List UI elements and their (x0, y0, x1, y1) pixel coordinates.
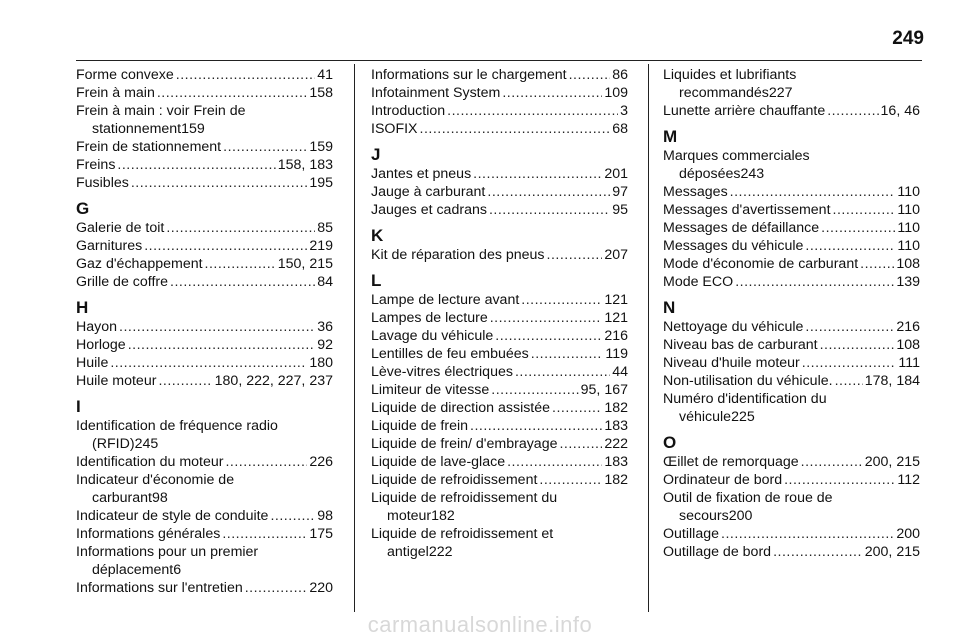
leader-dots (487, 183, 610, 201)
page-ref: 97 (612, 184, 628, 200)
index-term: Outillage (663, 526, 719, 542)
leader-dots (222, 525, 307, 543)
index-term: Frein à main : voir Frein de (76, 103, 246, 119)
index-entry (663, 201, 920, 219)
index-term: Œillet de remorquage (663, 454, 799, 470)
index-entry (371, 84, 628, 102)
leader-dots (470, 417, 602, 435)
index-term-cont: carburant (92, 490, 152, 506)
index-entry (663, 489, 920, 525)
index-entry (76, 102, 333, 138)
leader-dots (569, 66, 611, 84)
page-ref: 121 (604, 292, 628, 308)
index-entry (371, 381, 628, 399)
page-ref: 220 (309, 580, 333, 596)
index-term: ISOFIX (371, 121, 418, 137)
section-letter: G (76, 199, 90, 218)
column-divider (354, 64, 355, 612)
index-term: Jauges et cadrans (371, 202, 487, 218)
index-term: Identification de fréquence radio (76, 418, 278, 434)
index-entry (371, 327, 628, 345)
index-entry (663, 183, 920, 201)
leader-dots (502, 84, 602, 102)
section-letter: J (371, 145, 381, 164)
leader-dots (539, 471, 602, 489)
index-entry (76, 579, 333, 597)
index-entry (371, 363, 628, 381)
index-entry (76, 255, 333, 273)
index-term: Hayon (76, 319, 118, 335)
index-entry (76, 507, 333, 525)
index-entry (76, 219, 333, 237)
index-entry (371, 309, 628, 327)
leader-dots (531, 345, 604, 363)
page-ref: 36 (317, 319, 333, 335)
index-term-continuation (371, 543, 628, 561)
index-entry (371, 291, 628, 309)
index-term: Ordinateur de bord (663, 472, 783, 488)
page-ref: 175 (309, 526, 333, 542)
page-ref: 219 (309, 238, 333, 254)
page-ref: 84 (317, 274, 333, 290)
index-term: Fusibles (76, 175, 129, 191)
index-term: Indicateur d'économie de (76, 472, 235, 488)
section-letter: K (371, 226, 384, 245)
index-term: Outillage de bord (663, 544, 772, 560)
page-ref: 110 (897, 202, 920, 218)
index-entry (76, 273, 333, 291)
index-entry (76, 471, 333, 507)
leader-dots (245, 579, 308, 597)
index-entry (371, 165, 628, 183)
leader-dots (507, 453, 602, 471)
leader-dots (131, 174, 307, 192)
leader-dots (835, 372, 863, 390)
section-letter: I (76, 397, 81, 416)
index-term: Frein de stationnement (76, 139, 222, 155)
index-term: Niveau d'huile moteur (663, 355, 800, 371)
index-term: Liquide de refroidissement (371, 472, 538, 488)
index-term: Messages de défaillance (663, 220, 820, 236)
index-term: Non-utilisation du véhicule. (663, 373, 833, 389)
index-term: Liquide de frein (371, 418, 469, 434)
page-ref: 200, 215 (864, 454, 920, 470)
leader-dots (170, 273, 315, 291)
page-ref: 119 (605, 346, 628, 362)
leader-dots (205, 255, 276, 273)
index-term: Jantes et pneus (371, 166, 472, 182)
page-ref: 227 (768, 85, 793, 101)
page-ref: 180, 222, 227, 237 (214, 373, 333, 389)
index-term: Jauge à carburant (371, 184, 486, 200)
page-ref: 201 (604, 166, 628, 182)
page-ref: 68 (612, 121, 628, 137)
leader-dots (119, 318, 315, 336)
leader-dots (559, 435, 602, 453)
index-entry (663, 354, 920, 372)
page-ref: 200, 215 (864, 544, 920, 560)
leader-dots (225, 453, 307, 471)
index-term: Grille de coffre (76, 274, 168, 290)
leader-dots (447, 102, 618, 120)
page-ref: 159 (181, 121, 205, 137)
section-letter: M (663, 127, 678, 146)
index-term: Limiteur de vitesse (371, 382, 490, 398)
leader-dots (223, 138, 307, 156)
page-ref: 110 (897, 238, 920, 254)
page-ref: 110 (897, 220, 920, 236)
leader-dots (860, 255, 894, 273)
leader-dots (821, 219, 895, 237)
leader-dots (801, 453, 863, 471)
leader-dots (805, 318, 894, 336)
section-letter: L (371, 271, 382, 290)
page-ref: 86 (612, 67, 628, 83)
page-ref: 150, 215 (277, 256, 333, 272)
index-term: Lavage du véhicule (371, 328, 494, 344)
index-term: Marques commerciales (663, 148, 810, 164)
index-entry (76, 336, 333, 354)
leader-dots (773, 543, 863, 561)
index-entry (76, 372, 333, 390)
index-term: Liquide de refroidissement du (371, 490, 558, 506)
index-entry (663, 372, 920, 390)
watermark: carmanualsonline.info (367, 612, 593, 637)
index-term: Horloge (76, 337, 126, 353)
index-entry (76, 417, 333, 453)
page-ref: 110 (897, 184, 920, 200)
index-entry (663, 237, 920, 255)
section-letter: H (76, 298, 89, 317)
index-entry (371, 120, 628, 138)
index-term: Outil de fixation de roue de (663, 490, 833, 506)
leader-dots (515, 363, 610, 381)
index-term: Informations sur le chargement (371, 67, 567, 83)
page-ref: 180 (309, 355, 333, 371)
index-entry (371, 66, 628, 84)
index-term: Frein à main (76, 85, 155, 101)
index-term: Gaz d'échappement (76, 256, 203, 272)
index-entry (663, 147, 920, 183)
page-ref: 159 (309, 139, 333, 155)
leader-dots (128, 336, 316, 354)
index-entry (663, 318, 920, 336)
page-ref: 178, 184 (864, 373, 920, 389)
page-ref: 112 (897, 472, 920, 488)
index-term: Numéro d'identification du (663, 391, 827, 407)
leader-dots (110, 354, 307, 372)
index-term: Lampe de lecture avant (371, 292, 520, 308)
index-entry (76, 237, 333, 255)
index-term: Galerie de toit (76, 220, 165, 236)
leader-dots (270, 507, 315, 525)
index-entry (371, 489, 628, 525)
leader-dots (157, 84, 307, 102)
leader-dots (491, 381, 578, 399)
index-term: Lève-vitres électriques (371, 364, 513, 380)
index-term: Lunette arrière chauffante (663, 103, 826, 119)
page-ref: 98 (151, 490, 168, 506)
index-term-cont: moteur (387, 508, 432, 524)
index-entry (76, 453, 333, 471)
leader-dots (833, 201, 896, 219)
index-term: Messages du véhicule (663, 238, 804, 254)
index-term-cont: véhicule (679, 409, 732, 425)
page-ref: 95 (612, 202, 628, 218)
index-term: Informations sur l'entretien (76, 580, 243, 596)
index-term: Forme convexe (76, 67, 174, 83)
leader-dots (144, 237, 307, 255)
index-term-cont: antigel (387, 544, 429, 560)
index-entry (371, 183, 628, 201)
page-ref: 108 (896, 337, 920, 353)
page-ref: 195 (309, 175, 333, 191)
page-ref: 216 (604, 328, 628, 344)
index-term-cont: (RFID) (92, 436, 135, 452)
index-term-continuation (76, 561, 333, 579)
page-ref: 121 (604, 310, 628, 326)
leader-dots (117, 156, 275, 174)
index-entry (76, 354, 333, 372)
leader-dots (490, 309, 603, 327)
page-ref: 216 (896, 319, 920, 335)
page-ref: 245 (134, 436, 159, 452)
section-letter: O (663, 433, 677, 452)
index-entry (76, 84, 333, 102)
index-term: Liquide de lave-glace (371, 454, 506, 470)
page-ref: 182 (604, 472, 628, 488)
leader-dots (827, 102, 878, 120)
section-letter: N (663, 298, 676, 317)
leader-dots (158, 372, 212, 390)
index-entry (663, 255, 920, 273)
index-term-cont: déposées (679, 166, 741, 182)
index-term-cont: secours (679, 508, 729, 524)
page-ref: 182 (604, 400, 628, 416)
page-ref: 243 (740, 166, 765, 182)
index-term: Identification du moteur (76, 454, 224, 470)
leader-dots (495, 327, 602, 345)
leader-dots (166, 219, 315, 237)
index-entry (371, 471, 628, 489)
index-entry (663, 453, 920, 471)
leader-dots (420, 120, 611, 138)
page-ref: 98 (317, 508, 333, 524)
index-term: Kit de réparation des pneus (371, 247, 545, 263)
index-term: Mode ECO (663, 274, 734, 290)
index-term-continuation (76, 435, 333, 453)
page-ref: 92 (317, 337, 333, 353)
index-term: Nettoyage du véhicule (663, 319, 804, 335)
index-column-3 (663, 66, 920, 561)
index-term: Informations générales (76, 526, 221, 542)
index-entry (371, 345, 628, 363)
index-term-cont: déplacement (92, 562, 174, 578)
header-rule (76, 60, 922, 61)
index-entry (371, 102, 628, 120)
index-term-continuation (663, 84, 920, 102)
index-entry (663, 66, 920, 102)
column-divider (648, 64, 649, 612)
index-term: Liquide de direction assistée (371, 400, 551, 416)
page-ref: 222 (604, 436, 628, 452)
index-term: Huile moteur (76, 373, 157, 389)
index-entry (663, 273, 920, 291)
index-term: Infotainment System (371, 85, 501, 101)
index-entry (663, 543, 920, 561)
index-term-continuation (371, 507, 628, 525)
index-entry (76, 66, 333, 84)
page-ref: 183 (604, 418, 628, 434)
leader-dots (820, 336, 895, 354)
page-ref: 182 (431, 508, 455, 524)
index-term: Huile (76, 355, 109, 371)
index-term-continuation (663, 507, 920, 525)
leader-dots (176, 66, 315, 84)
index-entry (663, 219, 920, 237)
index-entry (76, 525, 333, 543)
index-entry (663, 390, 920, 426)
page-ref: 85 (317, 220, 333, 236)
index-entry (76, 138, 333, 156)
index-entry (76, 156, 333, 174)
index-entry (76, 174, 333, 192)
page-ref: 3 (620, 103, 628, 119)
leader-dots (489, 201, 610, 219)
leader-dots (735, 273, 894, 291)
index-entry (76, 543, 333, 579)
leader-dots (547, 246, 603, 264)
page-ref: 207 (604, 247, 628, 263)
index-term: Messages d'avertissement (663, 202, 831, 218)
index-column-1 (76, 66, 333, 597)
page-ref: 158, 183 (277, 157, 333, 173)
page-ref: 226 (309, 454, 333, 470)
index-term: Introduction (371, 103, 446, 119)
leader-dots (805, 237, 895, 255)
page-ref: 41 (317, 67, 333, 83)
index-term-cont: stationnement (92, 121, 182, 137)
page-ref: 6 (173, 562, 182, 578)
leader-dots (473, 165, 602, 183)
index-term: Indicateur de style de conduite (76, 508, 269, 524)
index-entry (371, 246, 628, 264)
page-ref: 108 (896, 256, 920, 272)
index-term-continuation (663, 165, 920, 183)
index-term: Freins (76, 157, 116, 173)
page-ref: 200 (896, 526, 920, 542)
page-ref: 44 (612, 364, 628, 380)
index-term: Mode d'économie de carburant (663, 256, 859, 272)
index-entry (371, 399, 628, 417)
index-entry (663, 525, 920, 543)
index-term: Lampes de lecture (371, 310, 488, 326)
page-ref: 183 (604, 454, 628, 470)
index-entry (371, 435, 628, 453)
index-term: Liquides et lubrifiants (663, 67, 797, 83)
index-term: Niveau bas de carburant (663, 337, 818, 353)
leader-dots (552, 399, 602, 417)
index-entry (663, 471, 920, 489)
index-term-continuation (663, 408, 920, 426)
page-ref: 158 (309, 85, 333, 101)
page-ref: 222 (428, 544, 453, 560)
index-term: Garnitures (76, 238, 143, 254)
index-term: Informations pour un premier (76, 544, 259, 560)
index-entry (371, 525, 628, 561)
page-ref: 200 (728, 508, 753, 524)
index-term: Liquide de frein/ d'embrayage (371, 436, 558, 452)
page-ref: 139 (896, 274, 920, 290)
page-number: 249 (892, 28, 924, 49)
page-ref: 111 (898, 355, 920, 371)
page-ref: 225 (731, 409, 755, 425)
page-ref: 16, 46 (880, 103, 920, 119)
leader-dots (521, 291, 602, 309)
index-term: Messages (663, 184, 728, 200)
index-term-cont: recommandés (679, 85, 769, 101)
page-ref: 95, 167 (580, 382, 628, 398)
index-term-continuation (76, 489, 333, 507)
index-entry (663, 336, 920, 354)
leader-dots (721, 525, 894, 543)
index-entry (76, 318, 333, 336)
page-ref: 109 (604, 85, 628, 101)
leader-dots (802, 354, 897, 372)
index-entry (371, 201, 628, 219)
index-entry (663, 102, 920, 120)
index-entry (371, 417, 628, 435)
leader-dots (730, 183, 896, 201)
index-term: Liquide de refroidissement et (371, 526, 554, 542)
index-term: Lentilles de feu embuées (371, 346, 529, 362)
index-entry (371, 453, 628, 471)
index-term-continuation (76, 120, 333, 138)
index-column-2 (371, 66, 628, 561)
leader-dots (784, 471, 895, 489)
